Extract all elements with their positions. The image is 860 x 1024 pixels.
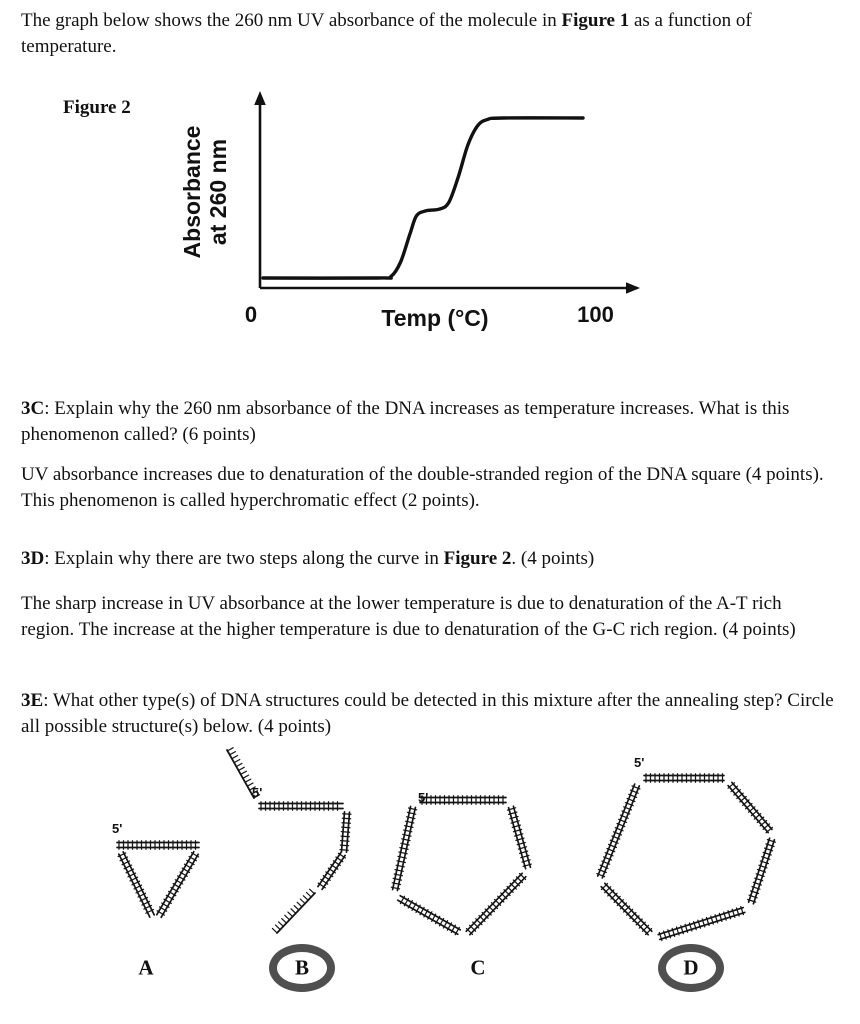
structure-label-d: D: [683, 955, 699, 980]
structure-c-drawing: [391, 796, 531, 935]
figure2-caption: Figure 2: [63, 97, 131, 118]
question-3e-label: 3E: [21, 690, 44, 711]
structure-label-a: A: [138, 955, 154, 980]
structure-label-c: C: [470, 955, 486, 980]
figure2-reference: Figure 2: [443, 548, 512, 569]
dna-structures-figure: [0, 740, 860, 975]
question-3d-text-post: . (4 points): [511, 548, 595, 569]
structure-d-drawing: [597, 774, 776, 941]
x-axis-arrow-icon: [626, 282, 640, 294]
structure-a-drawing: [117, 841, 199, 918]
five-prime-label-a: 5': [112, 821, 123, 836]
five-prime-label-d: 5': [634, 755, 645, 770]
five-prime-label-c: 5': [418, 790, 429, 805]
x-tick-0: 0: [244, 302, 258, 327]
question-3d: [21, 546, 836, 572]
y-axis-label-line1: Absorbance: [179, 125, 205, 259]
question-3e-text: : What other type(s) of DNA structures could be detected in this mixture after the annealing step? Circle all possible structure(s) below. (4 points): [21, 690, 834, 738]
question-3c-text: : Explain why the 260 nm absorbance of the DNA increases as temperature increases. What is this phenomenon called? (6 points): [21, 398, 790, 446]
question-3c: [21, 396, 836, 448]
intro-text-pre: The graph below shows the 260 nm UV absorbance of the molecule in: [21, 10, 562, 31]
structure-b-drawing: [227, 748, 351, 933]
y-axis-arrow-icon: [254, 91, 266, 105]
melting-curve-chart: [180, 88, 650, 303]
x-axis-label: Temp (°C): [381, 305, 489, 331]
structure-label-b: B: [294, 955, 310, 980]
intro-text-post: as a function of temperature.: [21, 10, 752, 58]
question-3c-label: 3C: [21, 398, 45, 419]
question-3d-text-pre: : Explain why there are two steps along the curve in: [44, 548, 444, 569]
x-tick-100: 100: [577, 302, 614, 327]
question-3e: [21, 688, 836, 740]
question-3d-label: 3D: [21, 548, 45, 569]
figure1-reference: Figure 1: [561, 10, 630, 31]
answer-3d: The sharp increase in UV absorbance at the lower temperature is due to denaturation of the A-T rich region. The increase at the higher temperature is due to denaturation of the G-C rich region. (4 points): [21, 593, 796, 641]
intro-paragraph: [21, 8, 836, 60]
answer-3c: UV absorbance increases due to denaturation of the double-stranded region of the DNA square (4 points). This phenomenon is called hyperchromatic effect (2 points).: [21, 464, 824, 512]
melting-curve: [263, 118, 583, 278]
y-axis-label-line2: at 260 nm: [204, 138, 231, 246]
five-prime-label-b: 5': [252, 785, 263, 800]
